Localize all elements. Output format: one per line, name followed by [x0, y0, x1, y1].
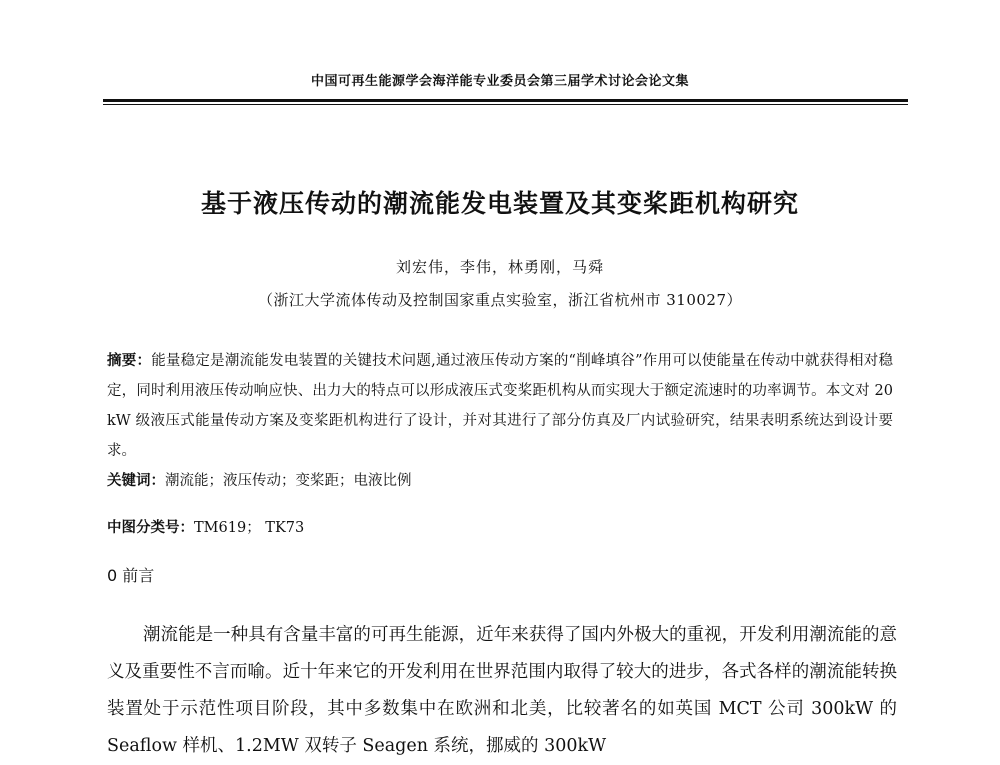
paper-affiliation: （浙江大学流体传动及控制国家重点实验室，浙江省杭州市 310027）: [257, 291, 743, 309]
section-heading: 0 前言: [107, 566, 155, 585]
classification-text: TM619； TK73: [194, 520, 305, 536]
header-rule-thin: [103, 104, 908, 105]
abstract-block: [107, 346, 893, 466]
paper-title: 基于液压传动的潮流能发电装置及其变桨距机构研究: [200, 189, 799, 218]
classification-block: [107, 513, 893, 543]
paper-authors: 刘宏伟，李伟，林勇刚，马舜: [395, 258, 604, 276]
running-header: 中国可再生能源学会海洋能专业委员会第三届学术讨论会论文集: [310, 74, 689, 89]
keywords-label: 关键词：: [107, 473, 165, 489]
body-paragraph: 潮流能是一种具有含量丰富的可再生能源，近年来获得了国内外极大的重视，开发利用潮流能的意义及重要性不言而喻。近十年来它的开发利用在世界范围内取得了较大的进步，各式各样的潮流能转换装置处于示范性项目阶段，其中多数集中在欧洲和北美，比较著名的如英国 MCT 公司 300kW 的 Seaflow 样机、1.2MW 双转子 Seagen 系统，挪威的 300kW: [107, 625, 897, 756]
abstract-text: 能量稳定是潮流能发电装置的关键技术问题,通过液压传动方案的“削峰填谷”作用可以使能量在传动中就获得相对稳定，同时利用液压传动响应快、出力大的特点可以形成液压式变桨距机构从而实现大于额定流速时的功率调节。本文对 20 kW 级液压式能量传动方案及变桨距机构进行了设计，并对其进行了部分仿真及厂内试验研究，结果表明系统达到设计要求。: [107, 353, 893, 459]
keywords-block: [107, 466, 893, 496]
abstract-label: 摘要：: [107, 353, 152, 369]
keywords-text: 潮流能；液压传动；变桨距；电液比例: [165, 473, 412, 489]
header-rule-thick: [103, 99, 908, 102]
classification-label: 中图分类号：: [107, 520, 194, 536]
